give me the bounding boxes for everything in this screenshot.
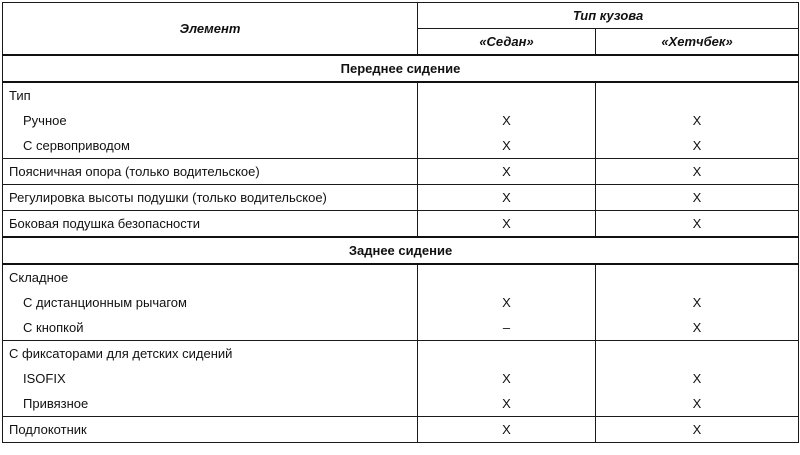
sedan-cell: X [418, 366, 596, 391]
sedan-cell: X [418, 290, 596, 315]
sedan-cell: X [418, 108, 596, 133]
header-row-top [3, 3, 799, 29]
section-title: Переднее сидение [3, 55, 799, 82]
hatchback-cell: X [596, 417, 799, 443]
hatchback-cell: X [596, 159, 799, 185]
row-label: Привязное [3, 391, 418, 417]
hatchback-cell [596, 264, 799, 290]
row-label: Подлокотник [3, 417, 418, 443]
table-row [3, 315, 799, 341]
hatchback-cell [596, 82, 799, 108]
hatchback-cell: X [596, 315, 799, 341]
row-label: Регулировка высоты подушки (только водительское) [3, 185, 418, 211]
element-header: Элемент [3, 3, 418, 56]
seat-spec-table [2, 2, 799, 443]
hatchback-cell: X [596, 391, 799, 417]
hatchback-cell: X [596, 108, 799, 133]
sedan-header: «Седан» [418, 29, 596, 56]
table-row [3, 82, 799, 108]
section-front-seat [3, 55, 799, 82]
row-label: С фиксаторами для детских сидений [3, 341, 418, 367]
table-row [3, 366, 799, 391]
row-label: ISOFIX [3, 366, 418, 391]
table-row [3, 417, 799, 443]
sedan-cell [418, 341, 596, 367]
row-label: С дистанционным рычагом [3, 290, 418, 315]
row-label: Складное [3, 264, 418, 290]
sedan-cell: – [418, 315, 596, 341]
sedan-cell: X [418, 211, 596, 238]
hatchback-cell: X [596, 185, 799, 211]
hatchback-cell: X [596, 290, 799, 315]
table-row [3, 133, 799, 159]
hatchback-cell: X [596, 366, 799, 391]
hatchback-cell: X [596, 211, 799, 238]
hatchback-cell [596, 341, 799, 367]
sedan-cell: X [418, 185, 596, 211]
sedan-cell [418, 264, 596, 290]
table-row [3, 341, 799, 367]
table-row [3, 211, 799, 238]
table-row [3, 290, 799, 315]
table-row [3, 159, 799, 185]
sedan-cell [418, 82, 596, 108]
row-label: Поясничная опора (только водительское) [3, 159, 418, 185]
sedan-cell: X [418, 133, 596, 159]
row-label: С кнопкой [3, 315, 418, 341]
table-row [3, 108, 799, 133]
table-row [3, 264, 799, 290]
row-label: Тип [3, 82, 418, 108]
section-title: Заднее сидение [3, 237, 799, 264]
table-row [3, 185, 799, 211]
row-label: Боковая подушка безопасности [3, 211, 418, 238]
section-rear-seat [3, 237, 799, 264]
sedan-cell: X [418, 417, 596, 443]
row-label: Ручное [3, 108, 418, 133]
table-row [3, 391, 799, 417]
sedan-cell: X [418, 391, 596, 417]
hatchback-cell: X [596, 133, 799, 159]
row-label: С сервоприводом [3, 133, 418, 159]
body-type-header: Тип кузова [418, 3, 799, 29]
sedan-cell: X [418, 159, 596, 185]
hatchback-header: «Хетчбек» [596, 29, 799, 56]
